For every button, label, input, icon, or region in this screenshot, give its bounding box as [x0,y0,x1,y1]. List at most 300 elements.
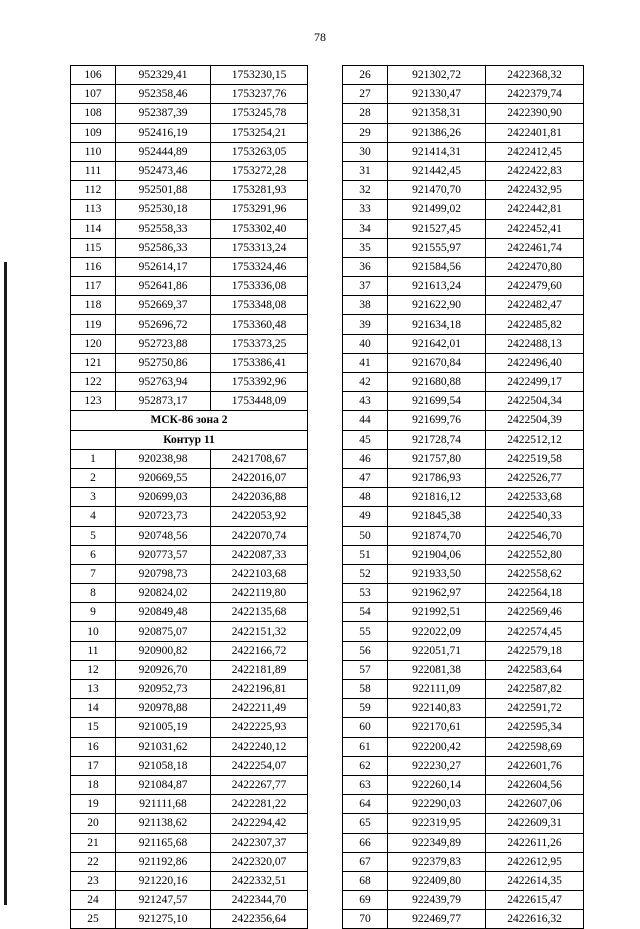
y-coordinate-cell: 2422036,88 [211,488,308,507]
table-row [343,104,584,123]
contour-label: Контур 11 [71,430,308,449]
y-coordinate-cell: 2422452,41 [486,219,584,238]
y-coordinate-cell: 2422053,92 [211,507,308,526]
point-number-cell: 25 [71,910,116,929]
table-row [343,219,584,238]
point-number-cell: 12 [71,660,116,679]
x-coordinate-cell: 920238,98 [116,449,211,468]
y-coordinate-cell: 2422332,51 [211,871,308,890]
table-row [343,488,584,507]
y-coordinate-cell: 2422591,72 [486,699,584,718]
x-coordinate-cell: 922469,77 [388,910,486,929]
table-row [71,660,308,679]
point-number-cell: 55 [343,622,388,641]
x-coordinate-cell: 920773,57 [116,545,211,564]
point-number-cell: 19 [71,795,116,814]
point-number-cell: 18 [71,775,116,794]
point-number-cell: 32 [343,181,388,200]
y-coordinate-cell: 2422512,12 [486,430,584,449]
point-number-cell: 108 [71,104,116,123]
y-coordinate-cell: 2422496,40 [486,353,584,372]
y-coordinate-cell: 2422166,72 [211,641,308,660]
table-row [71,603,308,622]
point-number-cell: 122 [71,373,116,392]
x-coordinate-cell: 921699,76 [388,411,486,430]
point-number-cell: 52 [343,564,388,583]
table-row [71,622,308,641]
x-coordinate-cell: 921330,47 [388,85,486,104]
point-number-cell: 112 [71,181,116,200]
point-number-cell: 10 [71,622,116,641]
y-coordinate-cell: 1753448,09 [211,392,308,411]
table-row [71,296,308,315]
table-row [71,545,308,564]
point-number-cell: 106 [71,66,116,85]
y-coordinate-cell: 2422607,06 [486,795,584,814]
point-number-cell: 56 [343,641,388,660]
table-row [343,411,584,430]
x-coordinate-cell: 921845,38 [388,507,486,526]
point-number-cell: 17 [71,756,116,775]
y-coordinate-cell: 2422504,34 [486,392,584,411]
y-coordinate-cell: 1753386,41 [211,353,308,372]
x-coordinate-cell: 922022,09 [388,622,486,641]
y-coordinate-cell: 1753336,08 [211,277,308,296]
y-coordinate-cell: 2422519,58 [486,449,584,468]
point-number-cell: 45 [343,430,388,449]
y-coordinate-cell: 1753348,08 [211,296,308,315]
table-row [71,200,308,219]
x-coordinate-cell: 952750,86 [116,353,211,372]
point-number-cell: 44 [343,411,388,430]
x-coordinate-cell: 920798,73 [116,564,211,583]
y-coordinate-cell: 2422479,60 [486,277,584,296]
point-number-cell: 51 [343,545,388,564]
x-coordinate-cell: 921904,06 [388,545,486,564]
point-number-cell: 63 [343,775,388,794]
table-row [343,622,584,641]
y-coordinate-cell: 1753291,96 [211,200,308,219]
y-coordinate-cell: 2422344,70 [211,891,308,910]
point-number-cell: 121 [71,353,116,372]
y-coordinate-cell: 1753302,40 [211,219,308,238]
point-number-cell: 66 [343,833,388,852]
point-number-cell: 68 [343,871,388,890]
point-number-cell: 64 [343,795,388,814]
x-coordinate-cell: 920748,56 [116,526,211,545]
y-coordinate-cell: 2422601,76 [486,756,584,775]
table-row [343,315,584,334]
point-number-cell: 3 [71,488,116,507]
point-number-cell: 107 [71,85,116,104]
table-row [343,373,584,392]
x-coordinate-cell: 921470,70 [388,181,486,200]
table-row [71,584,308,603]
y-coordinate-cell: 2422485,82 [486,315,584,334]
zone-header [71,411,308,449]
point-number-cell: 21 [71,833,116,852]
y-coordinate-cell: 1753313,24 [211,238,308,257]
zone-row [71,411,308,430]
y-coordinate-cell: 2422611,26 [486,833,584,852]
y-coordinate-cell: 2422119,80 [211,584,308,603]
point-number-cell: 62 [343,756,388,775]
y-coordinate-cell: 2422196,81 [211,680,308,699]
point-number-cell: 67 [343,852,388,871]
point-number-cell: 14 [71,699,116,718]
point-number-cell: 110 [71,142,116,161]
zone-label: МСК-86 зона 2 [71,411,308,430]
x-coordinate-cell: 921111,68 [116,795,211,814]
y-coordinate-cell: 2422504,39 [486,411,584,430]
table-row [343,142,584,161]
y-coordinate-cell: 2422379,74 [486,85,584,104]
y-coordinate-cell: 2422412,45 [486,142,584,161]
x-coordinate-cell: 921499,02 [388,200,486,219]
coordinates-table-left [70,65,308,929]
x-coordinate-cell: 922200,42 [388,737,486,756]
table-row [71,795,308,814]
table-row [71,526,308,545]
x-coordinate-cell: 921584,56 [388,257,486,276]
coordinates-table-right [342,65,584,929]
table-row [71,85,308,104]
table-row [343,891,584,910]
point-number-cell: 47 [343,468,388,487]
table-row [71,564,308,583]
table-row [71,814,308,833]
table-row [71,161,308,180]
table-row [343,910,584,929]
table-row [343,852,584,871]
point-number-cell: 109 [71,123,116,142]
y-coordinate-cell: 1753263,05 [211,142,308,161]
x-coordinate-cell: 922379,83 [388,852,486,871]
x-coordinate-cell: 921933,50 [388,564,486,583]
point-number-cell: 46 [343,449,388,468]
x-coordinate-cell: 952387,39 [116,104,211,123]
y-coordinate-cell: 2422488,13 [486,334,584,353]
x-coordinate-cell: 952558,33 [116,219,211,238]
table-row [343,85,584,104]
table-row [71,181,308,200]
x-coordinate-cell: 922439,79 [388,891,486,910]
table-row [71,315,308,334]
point-number-cell: 8 [71,584,116,603]
x-coordinate-cell: 921302,72 [388,66,486,85]
y-coordinate-cell: 2422569,46 [486,603,584,622]
x-coordinate-cell: 921992,51 [388,603,486,622]
x-coordinate-cell: 921642,01 [388,334,486,353]
y-coordinate-cell: 2422368,32 [486,66,584,85]
point-number-cell: 58 [343,680,388,699]
x-coordinate-cell: 921442,45 [388,161,486,180]
point-number-cell: 15 [71,718,116,737]
y-coordinate-cell: 2422482,47 [486,296,584,315]
table-row [343,277,584,296]
point-number-cell: 113 [71,200,116,219]
x-coordinate-cell: 922349,89 [388,833,486,852]
table-row [343,257,584,276]
y-coordinate-cell: 2422390,90 [486,104,584,123]
table-row [71,142,308,161]
y-coordinate-cell: 2422307,37 [211,833,308,852]
x-coordinate-cell: 920875,07 [116,622,211,641]
x-coordinate-cell: 952501,88 [116,181,211,200]
point-number-cell: 39 [343,315,388,334]
x-coordinate-cell: 920669,55 [116,468,211,487]
x-coordinate-cell: 921358,31 [388,104,486,123]
point-number-cell: 69 [343,891,388,910]
table-row [71,871,308,890]
y-coordinate-cell: 2422604,56 [486,775,584,794]
point-number-cell: 70 [343,910,388,929]
point-number-cell: 35 [343,238,388,257]
table-row [71,756,308,775]
right-table-rows [343,66,584,929]
point-number-cell: 5 [71,526,116,545]
x-coordinate-cell: 921247,57 [116,891,211,910]
x-coordinate-cell: 922170,61 [388,718,486,737]
point-number-cell: 115 [71,238,116,257]
x-coordinate-cell: 922140,83 [388,699,486,718]
x-coordinate-cell: 920723,73 [116,507,211,526]
x-coordinate-cell: 921220,16 [116,871,211,890]
y-coordinate-cell: 2422574,45 [486,622,584,641]
table-row [343,795,584,814]
y-coordinate-cell: 2422612,95 [486,852,584,871]
y-coordinate-cell: 2422579,18 [486,641,584,660]
x-coordinate-cell: 922409,80 [388,871,486,890]
y-coordinate-cell: 1753254,21 [211,123,308,142]
table-row [71,891,308,910]
point-number-cell: 59 [343,699,388,718]
y-coordinate-cell: 2422432,95 [486,181,584,200]
x-coordinate-cell: 921386,26 [388,123,486,142]
table-row [71,910,308,929]
y-coordinate-cell: 2422533,68 [486,488,584,507]
x-coordinate-cell: 952614,17 [116,257,211,276]
y-coordinate-cell: 2422294,42 [211,814,308,833]
table-row [71,123,308,142]
x-coordinate-cell: 920926,70 [116,660,211,679]
y-coordinate-cell: 2422211,49 [211,699,308,718]
table-row [343,737,584,756]
y-coordinate-cell: 2422583,64 [486,660,584,679]
table-row [343,699,584,718]
table-row [71,238,308,257]
y-coordinate-cell: 1753324,46 [211,257,308,276]
x-coordinate-cell: 920849,48 [116,603,211,622]
y-coordinate-cell: 1753373,25 [211,334,308,353]
table-row [343,353,584,372]
table-row [343,545,584,564]
page-number: 78 [314,30,326,44]
y-coordinate-cell: 2422598,69 [486,737,584,756]
table-row [71,66,308,85]
table-row [71,737,308,756]
y-coordinate-cell: 2422442,81 [486,200,584,219]
y-coordinate-cell: 2422564,18 [486,584,584,603]
point-number-cell: 61 [343,737,388,756]
table-row [71,104,308,123]
x-coordinate-cell: 921874,70 [388,526,486,545]
table-row [71,833,308,852]
table-row [71,334,308,353]
y-coordinate-cell: 2422422,83 [486,161,584,180]
y-coordinate-cell: 2422016,07 [211,468,308,487]
y-coordinate-cell: 2422225,93 [211,718,308,737]
point-number-cell: 54 [343,603,388,622]
y-coordinate-cell: 1753237,76 [211,85,308,104]
point-number-cell: 33 [343,200,388,219]
table-row [343,641,584,660]
table-row [71,257,308,276]
y-coordinate-cell: 2422499,17 [486,373,584,392]
point-number-cell: 9 [71,603,116,622]
table-row [71,468,308,487]
x-coordinate-cell: 920978,88 [116,699,211,718]
point-number-cell: 116 [71,257,116,276]
y-coordinate-cell: 2422552,80 [486,545,584,564]
table-row [343,161,584,180]
point-number-cell: 38 [343,296,388,315]
y-coordinate-cell: 1753360,48 [211,315,308,334]
point-number-cell: 50 [343,526,388,545]
point-number-cell: 57 [343,660,388,679]
table-row [343,564,584,583]
table-row [343,603,584,622]
point-number-cell: 13 [71,680,116,699]
point-number-cell: 65 [343,814,388,833]
table-row [343,296,584,315]
y-coordinate-cell: 2422614,35 [486,871,584,890]
table-row [343,334,584,353]
y-coordinate-cell: 2422470,80 [486,257,584,276]
table-row [343,584,584,603]
point-number-cell: 4 [71,507,116,526]
x-coordinate-cell: 921757,80 [388,449,486,468]
table-row [343,833,584,852]
point-number-cell: 41 [343,353,388,372]
point-number-cell: 40 [343,334,388,353]
x-coordinate-cell: 922319,95 [388,814,486,833]
y-coordinate-cell: 2422240,12 [211,737,308,756]
x-coordinate-cell: 920699,03 [116,488,211,507]
table-row [71,353,308,372]
y-coordinate-cell: 2422267,77 [211,775,308,794]
y-coordinate-cell: 2422615,47 [486,891,584,910]
table-row [71,680,308,699]
x-coordinate-cell: 952696,72 [116,315,211,334]
point-number-cell: 119 [71,315,116,334]
point-number-cell: 60 [343,718,388,737]
y-coordinate-cell: 2422070,74 [211,526,308,545]
table-row [343,430,584,449]
y-coordinate-cell: 2422587,82 [486,680,584,699]
table-row [343,449,584,468]
x-coordinate-cell: 952763,94 [116,373,211,392]
table-row [71,507,308,526]
point-number-cell: 20 [71,814,116,833]
table-row [71,392,308,411]
table-row [343,238,584,257]
point-number-cell: 6 [71,545,116,564]
point-number-cell: 1 [71,449,116,468]
x-coordinate-cell: 921699,54 [388,392,486,411]
x-coordinate-cell: 921031,62 [116,737,211,756]
table-row [343,718,584,737]
y-coordinate-cell: 2422526,77 [486,468,584,487]
x-coordinate-cell: 952641,86 [116,277,211,296]
x-coordinate-cell: 921527,45 [388,219,486,238]
table-row [71,775,308,794]
point-number-cell: 11 [71,641,116,660]
x-coordinate-cell: 921192,86 [116,852,211,871]
y-coordinate-cell: 2421708,67 [211,449,308,468]
y-coordinate-cell: 2422461,74 [486,238,584,257]
x-coordinate-cell: 921165,68 [116,833,211,852]
x-coordinate-cell: 952586,33 [116,238,211,257]
y-coordinate-cell: 2422135,68 [211,603,308,622]
point-number-cell: 120 [71,334,116,353]
x-coordinate-cell: 922290,03 [388,795,486,814]
table-row [71,373,308,392]
table-row [71,699,308,718]
x-coordinate-cell: 952873,17 [116,392,211,411]
y-coordinate-cell: 2422254,07 [211,756,308,775]
x-coordinate-cell: 921816,12 [388,488,486,507]
table-row [71,852,308,871]
point-number-cell: 16 [71,737,116,756]
point-number-cell: 22 [71,852,116,871]
x-coordinate-cell: 921138,62 [116,814,211,833]
table-row [343,200,584,219]
x-coordinate-cell: 920824,02 [116,584,211,603]
table-row [343,468,584,487]
y-coordinate-cell: 2422609,31 [486,814,584,833]
x-coordinate-cell: 921962,97 [388,584,486,603]
point-number-cell: 118 [71,296,116,315]
x-coordinate-cell: 922081,38 [388,660,486,679]
point-number-cell: 28 [343,104,388,123]
x-coordinate-cell: 921058,18 [116,756,211,775]
table-row [343,775,584,794]
table-row [71,449,308,468]
table-row [71,641,308,660]
y-coordinate-cell: 1753272,28 [211,161,308,180]
x-coordinate-cell: 921680,88 [388,373,486,392]
point-number-cell: 2 [71,468,116,487]
table-row [71,277,308,296]
y-coordinate-cell: 2422356,64 [211,910,308,929]
point-number-cell: 48 [343,488,388,507]
x-coordinate-cell: 921728,74 [388,430,486,449]
contour-row [71,430,308,449]
x-coordinate-cell: 952329,41 [116,66,211,85]
table-row [71,219,308,238]
table-row [71,488,308,507]
left-table-bottom-rows [71,449,308,929]
x-coordinate-cell: 921786,93 [388,468,486,487]
table-row [343,507,584,526]
table-row [343,123,584,142]
x-coordinate-cell: 952358,46 [116,85,211,104]
x-coordinate-cell: 922111,09 [388,680,486,699]
point-number-cell: 24 [71,891,116,910]
x-coordinate-cell: 922230,27 [388,756,486,775]
y-coordinate-cell: 2422281,22 [211,795,308,814]
